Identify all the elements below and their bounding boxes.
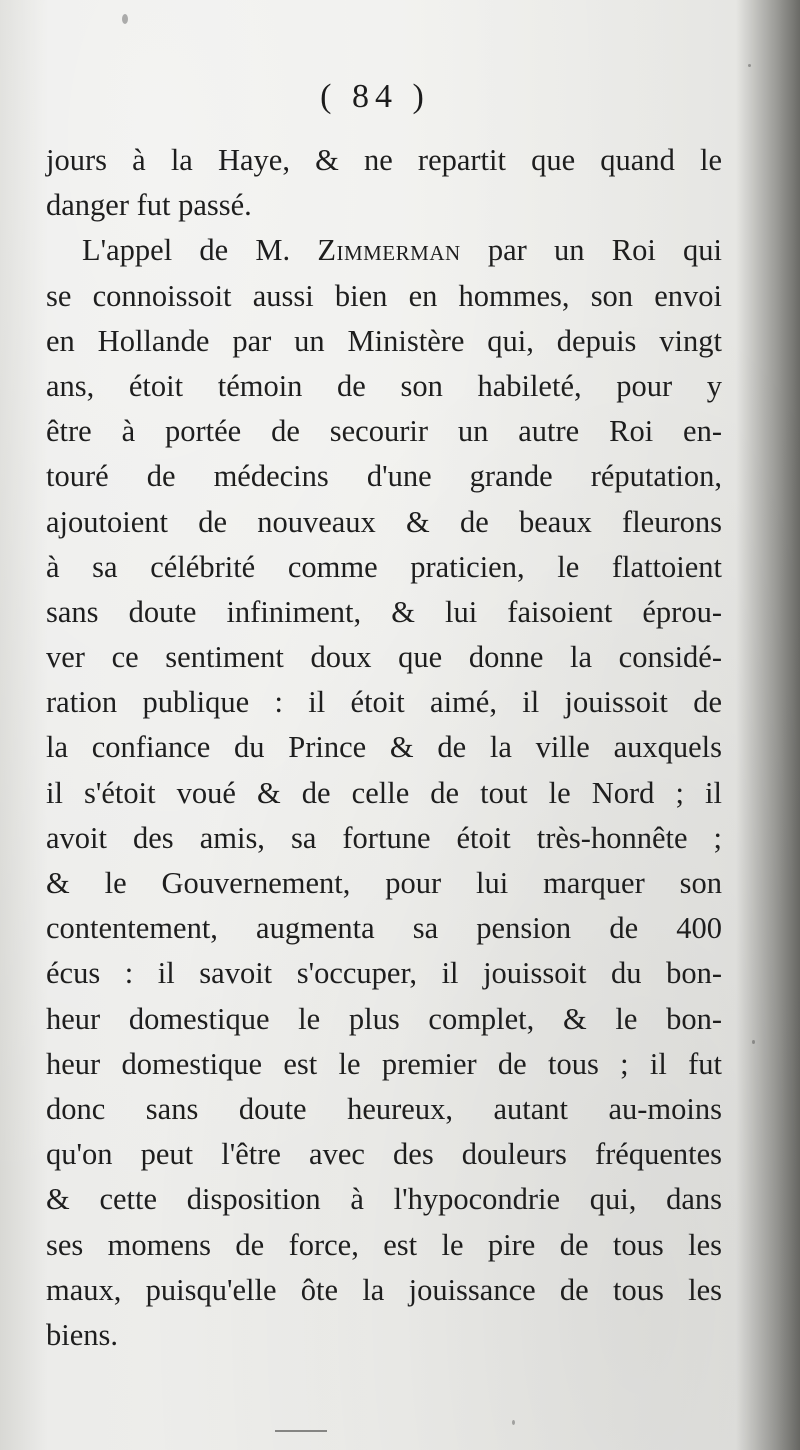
text-line: jours à la Haye, & ne repartit que quand le	[46, 143, 722, 177]
text-line: heur domestique le plus complet, & le bon-	[46, 1001, 722, 1036]
text-line: ses momens de force, est le pire de tous les	[46, 1227, 722, 1262]
text-line: & cette disposition à l'hypocondrie qui, dans	[46, 1182, 722, 1217]
paper-speck	[748, 64, 751, 67]
paper-speck	[752, 1040, 755, 1044]
text-fragment: par un Roi qui	[460, 233, 722, 268]
text-line: danger fut passé.	[46, 188, 252, 223]
paper-speck	[512, 1420, 515, 1425]
text-line: contentement, augmenta sa pension de 400	[46, 911, 722, 946]
text-line: il s'étoit voué & de celle de tout le Nord ; il	[46, 775, 722, 810]
text-line: être à portée de secourir un autre Roi en-	[46, 414, 722, 449]
text-line: ans, étoit témoin de son habileté, pour y	[46, 368, 722, 403]
page-number: ( 84 )	[320, 78, 430, 115]
text-line: écus : il savoit s'occuper, il jouissoit du bon-	[46, 956, 722, 991]
text-line-paragraph-start	[46, 228, 722, 273]
text-line: ver ce sentiment doux que donne la considé-	[46, 640, 722, 675]
text-line: à sa célébrité comme praticien, le flattoient	[46, 549, 722, 584]
footer-rule	[275, 1430, 327, 1432]
text-line: la confiance du Prince & de la ville auxquels	[46, 730, 722, 765]
text-line: qu'on peut l'être avec des douleurs fréquentes	[46, 1137, 722, 1172]
text-line: & le Gouvernement, pour lui marquer son	[46, 866, 722, 900]
text-fragment: L'appel de M.	[82, 233, 318, 268]
text-line: en Hollande par un Ministère qui, depuis vingt	[46, 323, 722, 358]
text-line: sans doute infiniment, & lui faisoient éprou-	[46, 594, 722, 629]
text-line: biens.	[46, 1317, 119, 1352]
text-line: touré de médecins d'une grande réputation,	[46, 459, 722, 494]
text-line: heur domestique est le premier de tous ; il fut	[46, 1046, 722, 1081]
paper-speck	[122, 14, 128, 24]
text-line: ration publique : il étoit aimé, il jouissoit de	[46, 685, 722, 720]
text-line: donc sans doute heureux, autant au-moins	[46, 1091, 722, 1126]
author-name: Zimmerman	[317, 233, 461, 268]
text-line: ajoutoient de nouveaux & de beaux fleurons	[46, 504, 722, 539]
text-line: se connoissoit aussi bien en hommes, son envoi	[46, 278, 722, 313]
body-text	[46, 138, 722, 1358]
text-line: maux, puisqu'elle ôte la jouissance de tous les	[46, 1272, 722, 1307]
text-line: avoit des amis, sa fortune étoit très-honnête ;	[46, 820, 722, 855]
